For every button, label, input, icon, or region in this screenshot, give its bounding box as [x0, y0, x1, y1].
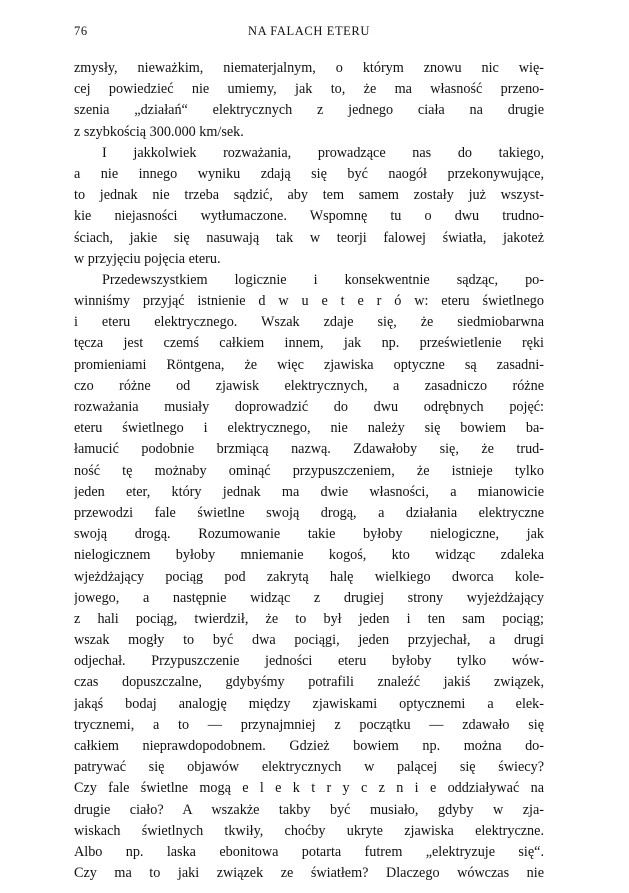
text-line: a nie innego wyniku zdają się być naogół przekonywujące,: [74, 165, 544, 182]
text-line: wjeżdżający pociąg pod zakrytą halę wielkiego dworca kole-: [74, 568, 544, 585]
text-line: z hali pociąg, twierdził, że to był jeden i ten sam pociąg;: [74, 610, 544, 627]
text-line: tęcza jest czemś całkiem innem, jak np. prześwietlenie ręki: [74, 335, 544, 352]
text-line: i eteru elektrycznego. Wszak zdaje się, że siedmiobarwna: [74, 314, 544, 331]
text-line: Albo np. laska ebonitowa potarta futrem „elektryzuje się“.: [74, 843, 544, 860]
page-header: [74, 24, 544, 42]
text-line: łamucić podobnie brzmiącą nazwą. Zdawałoby się, że trud-: [74, 441, 544, 458]
text-line: czas dopuszczalne, gdybyśmy potrafili znaleźć jakiś związek,: [74, 674, 544, 691]
page-number: 76: [74, 24, 88, 38]
text-line: przewodzi fale świetlne swoją drogą, a działania elektryczne: [74, 504, 544, 521]
text-line: Przedewszystkiem logicznie i konsekwentnie sądząc, po-: [102, 271, 544, 288]
text-line: wiskach świetlnych tkwiły, choćby ukryte zjawiska elektryczne.: [74, 822, 544, 839]
text-line: z szybkością 300.000 km/sek.: [74, 123, 244, 140]
text-line: Czy fale świetlne mogą e l e k t r y c z n i e oddziaływać na: [74, 780, 544, 797]
text-line: trycznemi, a to — przynajmniej z początku — zdawało się: [74, 716, 544, 733]
text-line: ność tę możnaby ominąć przypuszczeniem, że istnieje tylko: [74, 462, 544, 479]
text-line: swoją drogą. Rozumowanie takie byłoby nielogiczne, jak: [74, 526, 544, 543]
text-line: szenia „działań“ elektrycznych z jednego ciała na drugie: [74, 102, 544, 119]
text-line: to jednak nie trzeba sądzić, aby tem samem zostały już wszyst-: [74, 187, 544, 204]
text-line: odjechał. Przypuszczenie jedności eteru byłoby tylko wów-: [74, 653, 544, 670]
text-line: Czy ma to jaki związek ze światłem? Dlaczego wówczas nie: [74, 865, 544, 882]
text-line: ściach, jakie się nasuwają tak w teorji falowej światła, jakoteż: [74, 229, 544, 246]
text-line: jowego, a następnie widząc z drugiej strony wyjeżdżający: [74, 589, 544, 606]
text-line: jakąś bodaj analogję między zjawiskami optycznemi a elek-: [74, 695, 544, 712]
running-title: NA FALACH ETERU: [248, 24, 370, 38]
text-line: rozważania musiały doprowadzić do dwu odrębnych pojęć:: [74, 399, 544, 415]
text-line: drugie ciało? A wszakże takby być musiało, gdyby w zja-: [74, 801, 544, 818]
body-text: [74, 58, 544, 884]
text-line: w przyjęciu pojęcia eteru.: [74, 250, 221, 267]
text-line: czo różne od zjawisk elektrycznych, a zasadniczo różne: [74, 377, 544, 394]
text-line: I jakkolwiek rozważania, prowadzące nas do takiego,: [102, 144, 544, 161]
text-line: patrywać się objawów elektrycznych w palącej się świecy?: [74, 759, 544, 776]
text-line: całkiem nieprawdopodobnem. Gdzież bowiem np. można do-: [74, 738, 544, 754]
text-line: jeden eter, który jednak ma dwie własności, a mianowicie: [74, 483, 544, 500]
text-line: wszak mogły to być dwa pociągi, jeden przyjechał, a drugi: [74, 632, 544, 649]
text-line: promieniami Röntgena, że więc zjawiska optyczne są zasadni-: [74, 356, 544, 373]
text-line: eteru świetlnego i elektrycznego, nie należy się bowiem ba-: [74, 420, 544, 437]
text-line: kie niejasności wytłumaczone. Wspomnę tu o dwu trudno-: [74, 208, 544, 225]
text-line: zmysły, nieważkim, niematerjalnym, o którym znowu nic wię-: [74, 60, 544, 76]
text-line: cej powiedzieć nie umiemy, jak to, że ma własność przeno-: [74, 81, 544, 98]
text-line: nielogicznem byłoby mniemanie kogoś, kto widząc zdaleka: [74, 547, 544, 564]
text-line: winniśmy przyjąć istnienie d w u e t e r ó w: eteru świetlnego: [74, 293, 544, 310]
